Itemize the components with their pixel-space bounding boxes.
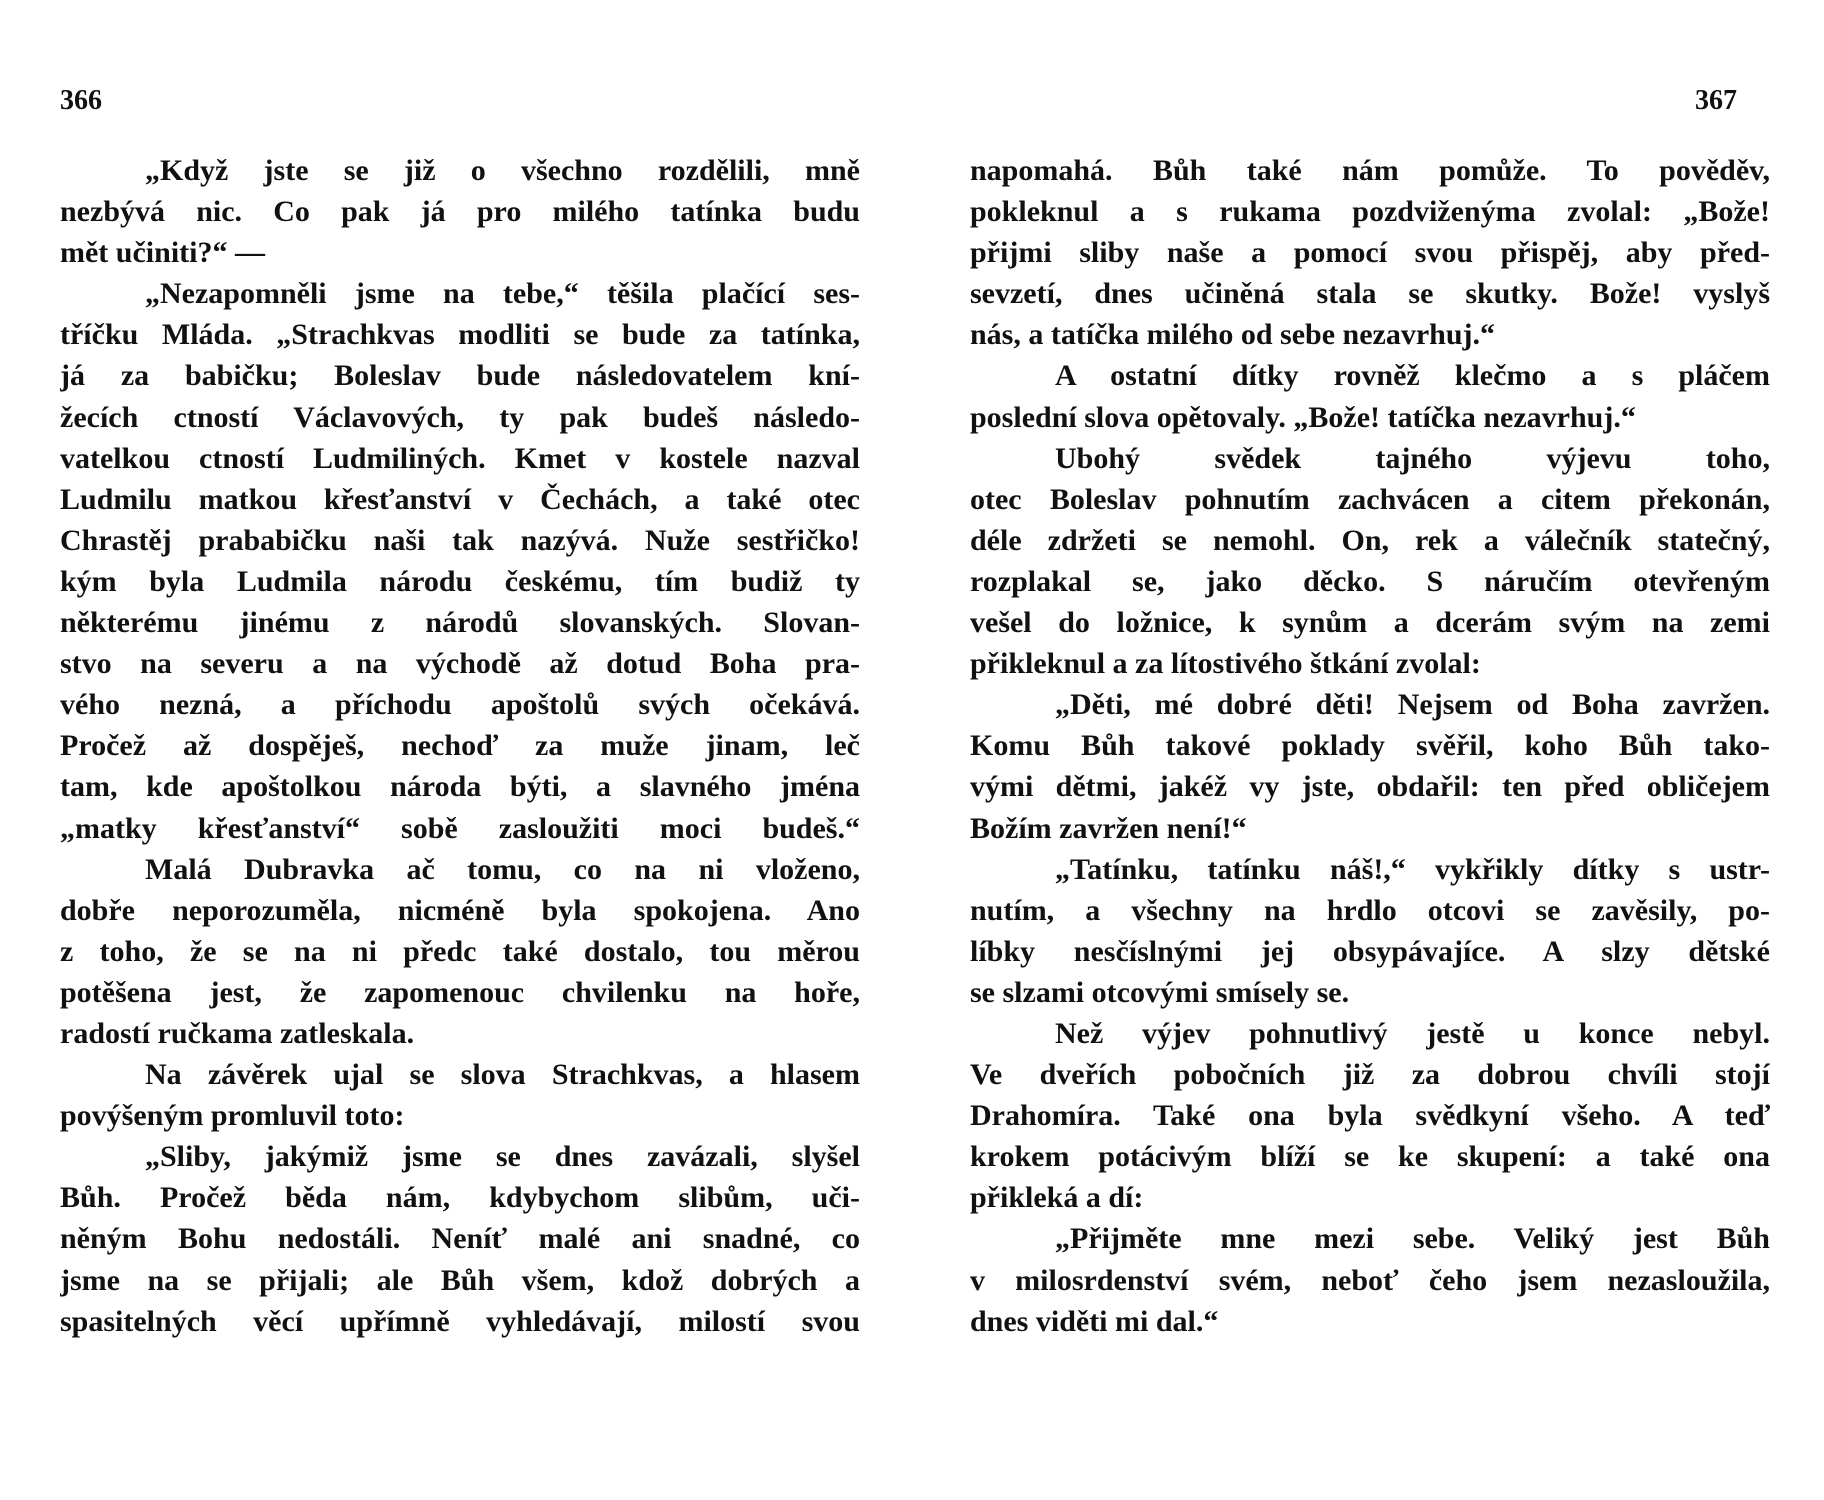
text-line: některému jinému z národů slovanských. Slovan-	[60, 606, 860, 640]
text-line: z toho, že se na ni předc také dostalo, tou měrou	[60, 934, 860, 968]
text-line: „Děti, mé dobré děti! Nejsem od Boha zavržen.	[1055, 688, 1770, 722]
text-line: vešel do ložnice, k synům a dcerám svým na zemi	[970, 606, 1770, 640]
right-page-text	[970, 150, 1770, 1342]
text-line: potěšena jest, že zapomenouc chvilenku na hoře,	[60, 975, 860, 1009]
text-line: „Když jste se již o všechno rozdělili, mně	[145, 154, 860, 187]
text-line: vými dětmi, jakéž vy jste, obdařil: ten před obličejem	[970, 770, 1770, 804]
text-line: Božím zavržen není!“	[970, 811, 1247, 845]
text-line: déle zdržeti se nemohl. On, rek a válečník statečný,	[970, 523, 1770, 557]
text-line: „Tatínku, tatínku náš!,“ vykřikly dítky s ustr-	[1055, 852, 1770, 886]
text-line: přikleká a dí:	[970, 1181, 1144, 1215]
text-line: mět učiniti?“ —	[60, 236, 265, 270]
text-line: povýšeným promluvil toto:	[60, 1099, 405, 1133]
text-line: poslední slova opětovaly. „Bože! tatíčka nezavrhuj.“	[970, 400, 1636, 434]
text-line: žecích ctností Václavových, ty pak budeš následo-	[60, 400, 860, 434]
text-line: rozplakal se, jako děcko. S náručím otevřeným	[970, 564, 1770, 598]
text-line: dobře neporozuměla, nicméně byla spokojena. Ano	[60, 893, 860, 927]
text-line: já za babičku; Boleslav bude následovatelem kní-	[60, 359, 860, 393]
text-line: sevzetí, dnes učiněná stala se skutky. Bože! vyslyš	[970, 277, 1770, 311]
text-line: vatelkou ctností Ludmiliných. Kmet v kostele nazval	[60, 441, 860, 475]
text-line: se slzami otcovými smísely se.	[970, 975, 1350, 1009]
text-line: Na závěrek ujal se slova Strachkvas, a hlasem	[145, 1058, 860, 1092]
text-line: líbky nesčíslnými jej obsypávajíce. A slzy dětské	[970, 934, 1770, 968]
page-number-left: 366	[60, 85, 102, 116]
text-line: Chrastěj prababičku naši tak nazývá. Nuže sestřičko!	[60, 523, 860, 557]
text-line: Bůh. Pročež běda nám, kdybychom slibům, uči-	[60, 1181, 860, 1215]
text-line: Ubohý svědek tajného výjevu toho,	[1055, 441, 1770, 475]
text-line: Drahomíra. Také ona byla svědkyní všeho. A teď	[970, 1099, 1770, 1133]
text-line: Ludmilu matkou křesťanství v Čechách, a také otec	[60, 482, 860, 516]
text-line: dnes viděti mi dal.“	[970, 1304, 1219, 1338]
text-line: v milosrdenství svém, neboť čeho jsem nezasloužila,	[970, 1263, 1770, 1297]
text-line: „matky křesťanství“ sobě zasloužiti moci budeš.“	[60, 811, 860, 845]
text-line: nutím, a všechny na hrdlo otcovi se zavěsily, po-	[970, 893, 1770, 927]
text-line: spasitelných věcí upřímně vyhledávají, milostí svou	[60, 1304, 860, 1338]
text-line: otec Boleslav pohnutím zachvácen a citem překonán,	[970, 482, 1770, 516]
text-line: nezbývá nic. Co pak já pro milého tatínka budu	[60, 195, 860, 229]
text-line: nás, a tatíčka milého od sebe nezavrhuj.“	[970, 318, 1495, 352]
left-page-text	[60, 150, 860, 1342]
text-line: tam, kde apoštolkou národa býti, a slavného jména	[60, 770, 860, 804]
text-line: Pročež až dospěješ, nechoď za muže jinam, leč	[60, 729, 860, 763]
text-line: vého nezná, a příchodu apoštolů svých očekává.	[60, 688, 860, 722]
text-line: pokleknul a s rukama pozdviženýma zvolal: „Bože!	[970, 195, 1770, 229]
text-line: tříčku Mláda. „Strachkvas modliti se bude za tatínka,	[60, 318, 860, 352]
text-line: Malá Dubravka ač tomu, co na ni vloženo,	[145, 852, 860, 886]
text-line: Komu Bůh takové poklady svěřil, koho Bůh tako-	[970, 729, 1770, 763]
text-line: „Přijměte mne mezi sebe. Veliký jest Bůh	[1055, 1222, 1770, 1256]
text-line: stvo na severu a na východě až dotud Boha pra-	[60, 647, 860, 681]
text-line: A ostatní dítky rovněž klečmo a s pláčem	[1055, 359, 1770, 393]
text-line: napomahá. Bůh také nám pomůže. To pověděv,	[970, 154, 1770, 187]
text-line: „Nezapomněli jsme na tebe,“ těšila plačící ses-	[145, 277, 860, 311]
text-line: krokem potácivým blíží se ke skupení: a také ona	[970, 1140, 1770, 1174]
text-line: jsme na se přijali; ale Bůh všem, kdož dobrých a	[60, 1263, 860, 1297]
text-line: „Sliby, jakýmiž jsme se dnes zavázali, slyšel	[145, 1140, 860, 1174]
text-line: Ve dveřích pobočních již za dobrou chvíli stojí	[970, 1058, 1770, 1092]
text-line: Než výjev pohnutlivý jestě u konce nebyl.	[1055, 1016, 1770, 1050]
text-line: kým byla Ludmila národu českému, tím budiž ty	[60, 564, 860, 598]
text-line: něným Bohu nedostáli. Neníť malé ani snadné, co	[60, 1222, 860, 1256]
text-line: přijmi sliby naše a pomocí svou přispěj, aby před-	[970, 236, 1770, 270]
text-line: přikleknul a za lítostivého štkání zvolal:	[970, 647, 1481, 681]
page-number-right: 367	[1695, 85, 1737, 116]
text-line: radostí ručkama zatleskala.	[60, 1016, 415, 1050]
